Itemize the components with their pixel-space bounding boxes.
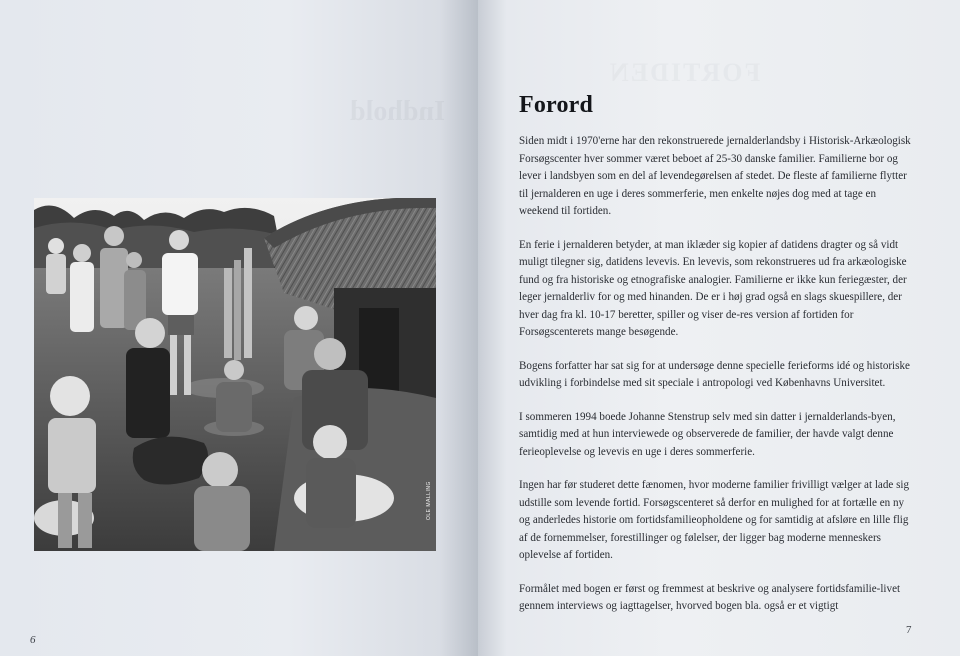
page-number-left: 6: [30, 634, 36, 646]
photo-credit: OLE MALLING: [426, 481, 432, 520]
paragraph: Ingen har før studeret dette fænomen, hvor moderne familier frivilligt vælger at lade sig udstille som levende fortid. Forsøgscenteret så derfor en mulighed for at fortælle en ny og anderledes historie om fortidsfamilieopholdene og for samtidig at afsløre en lille flig af de fornemmelser, forestillinger og følelser, der ligger bag moderne menneskers oplevelse af fortiden.: [519, 479, 910, 561]
photograph-iron-age-families: [34, 198, 436, 551]
paragraph: Formålet med bogen er først og fremmest at beskrive og analysere fortidsfamilie-livet gennem interviews og iagttagelser, hvorved bogen bla. også er et vigtigt: [519, 582, 901, 612]
paragraph: I sommeren 1994 boede Johanne Stenstrup selv med sin datter i jernalderlands-byen, samtidig med at hun interviewede og observerede de familier, der havde valgt denne ferieoplevelse og levevis en uge i deres sommerferie.: [519, 410, 896, 458]
show-through-heading: Indhold: [350, 96, 445, 127]
page-number-right: 7: [906, 624, 912, 636]
paragraph: En ferie i jernalderen betyder, at man iklæder sig kopier af datidens dragter og så vidt muligt tilegner sig, datidens levevis. En levevis, som rekonstrueres ud fra arkæologiske fund og fra historiske og etnografiske analogier. Familierne er ikke kun feriegæster, der leger jernalderliv for og med hinanden. De er i høj grad også en slags skuespillere, der hver dag fra kl. 10-17 beretter, spiller og viser de-res version af fortiden for Forsøgscenterets mange besøgende.: [519, 238, 907, 338]
foreword-content: [519, 92, 915, 632]
right-page: [478, 0, 960, 656]
paragraph: Bogens forfatter har sat sig for at undersøge denne specielle ferieforms idé og historiske udvikling i forbindelse med sit speciale i antropologi ved Københavns Universitet.: [519, 359, 910, 389]
show-through-heading: FORTIDEN: [608, 58, 761, 87]
left-page: [0, 0, 478, 656]
paragraph: Siden midt i 1970'erne har den rekonstruerede jernalderlandsby i Historisk-Arkæologisk Forsøgscenter hver sommer været beboet af 25-30 danske familier. Familierne bor og lever i landsbyen som en del af levendegørelsen af stedet. De fleste af familierne flytter til jernalderen en uge i deres sommerferie, men enkelte nøjes dog med at tage en weekend til fortiden.: [519, 135, 911, 217]
page-title: Forord: [519, 92, 594, 118]
